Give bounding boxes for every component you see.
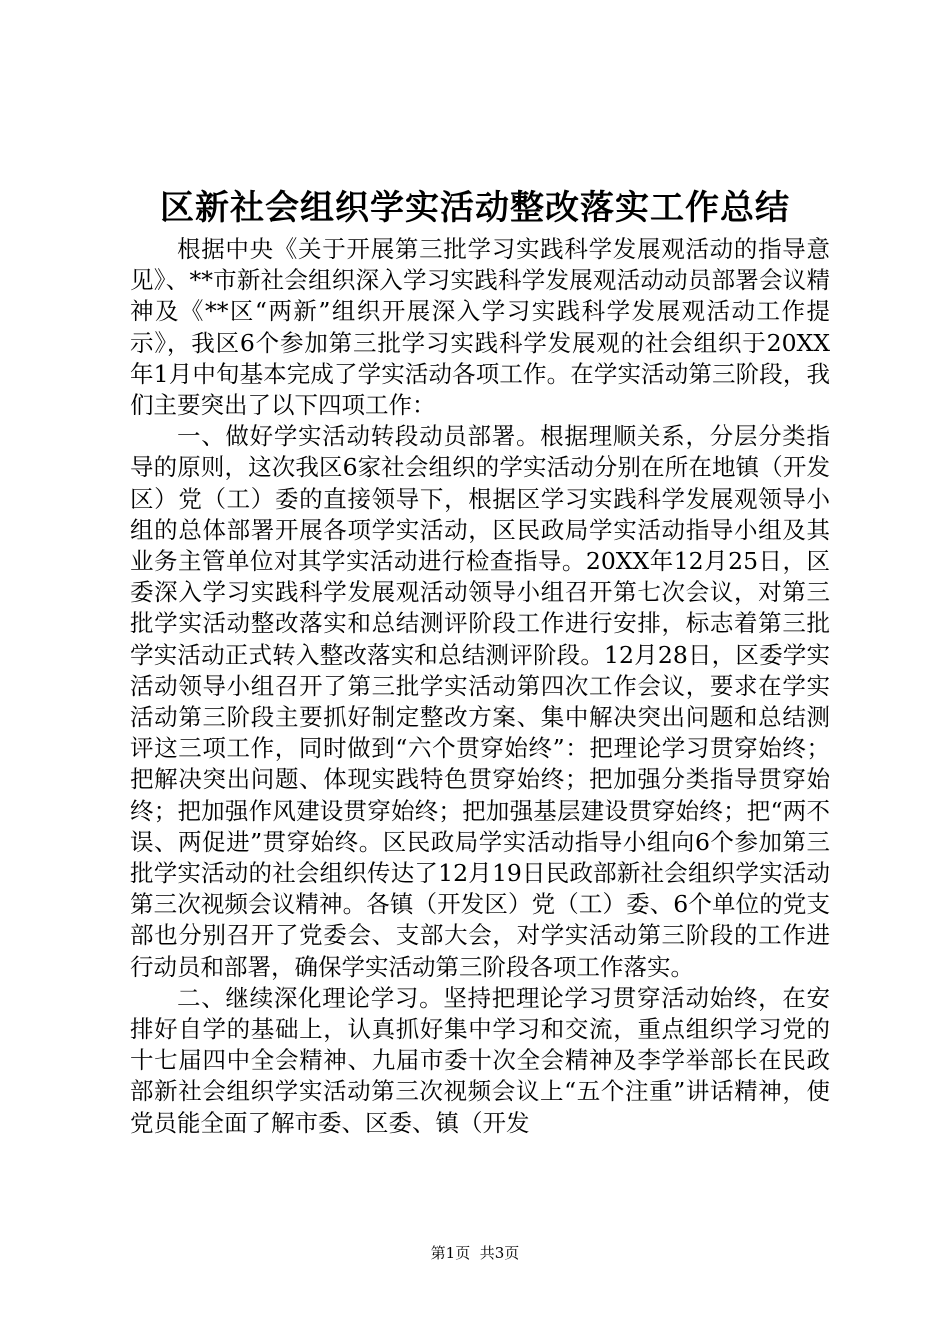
- page-total: 共3页: [479, 1244, 520, 1262]
- page-number: 第1页: [430, 1244, 471, 1262]
- paragraph-intro: 根据中央《关于开展第三批学习实践科学发展观活动的指导意见》、**市新社会组织深入学习实践科学发展观活动动员部署会议精神及《**区“两新”组织开展深入学习实践科学发展观活动工作提示》，我区6个参加第三批学习实践科学发展观的社会组织于20XX年1月中旬基本完成了学实活动各项工作。在学实活动第三阶段，我们主要突出了以下四项工作：: [130, 235, 830, 420]
- document-body: [130, 234, 830, 1139]
- document-title: 区新社会组织学实活动整改落实工作总结: [160, 188, 790, 228]
- paragraph-section-one: 一、做好学实活动转段动员部署。根据理顺关系，分层分类指导的原则，这次我区6家社会组织的学实活动分别在所在地镇（开发区）党（工）委的直接领导下，根据区学习实践科学发展观领导小组的总体部署开展各项学实活动，区民政局学实活动指导小组及其业务主管单位对其学实活动进行检查指导。20XX年12月25日，区委深入学习实践科学发展观活动领导小组召开第七次会议，对第三批学实活动整改落实和总结测评阶段工作进行安排，标志着第三批学实活动正式转入整改落实和总结测评阶段。12月28日，区委学实活动领导小组召开了第三批学实活动第四次工作会议，要求在学实活动第三阶段主要抓好制定整改方案、集中解决突出问题和总结测评这三项工作，同时做到“六个贯穿始终”：把理论学习贯穿始终；把解决突出问题、体现实践特色贯穿始终；把加强分类指导贯穿始终；把加强作风建设贯穿始终；把加强基层建设贯穿始终；把“两不误、两促进”贯穿始终。区民政局学实活动指导小组向6个参加第三批学实活动的社会组织传达了12月19日民政部新社会组织学实活动第三次视频会议精神。各镇（开发区）党（工）委、6个单位的党支部也分别召开了党委会、支部大会，对学实活动第三阶段的工作进行动员和部署，确保学实活动第三阶段各项工作落实。: [130, 422, 830, 981]
- paragraph-section-two: 二、继续深化理论学习。坚持把理论学习贯穿活动始终，在安排好自学的基础上，认真抓好集中学习和交流，重点组织学习党的十七届四中全会精神、九届市委十次全会精神及李学举部长在民政部新社会组织学实活动第三次视频会议上“五个注重”讲话精神，使党员能全面了解市委、区委、镇（开发: [130, 983, 830, 1137]
- page-footer: [0, 1243, 950, 1263]
